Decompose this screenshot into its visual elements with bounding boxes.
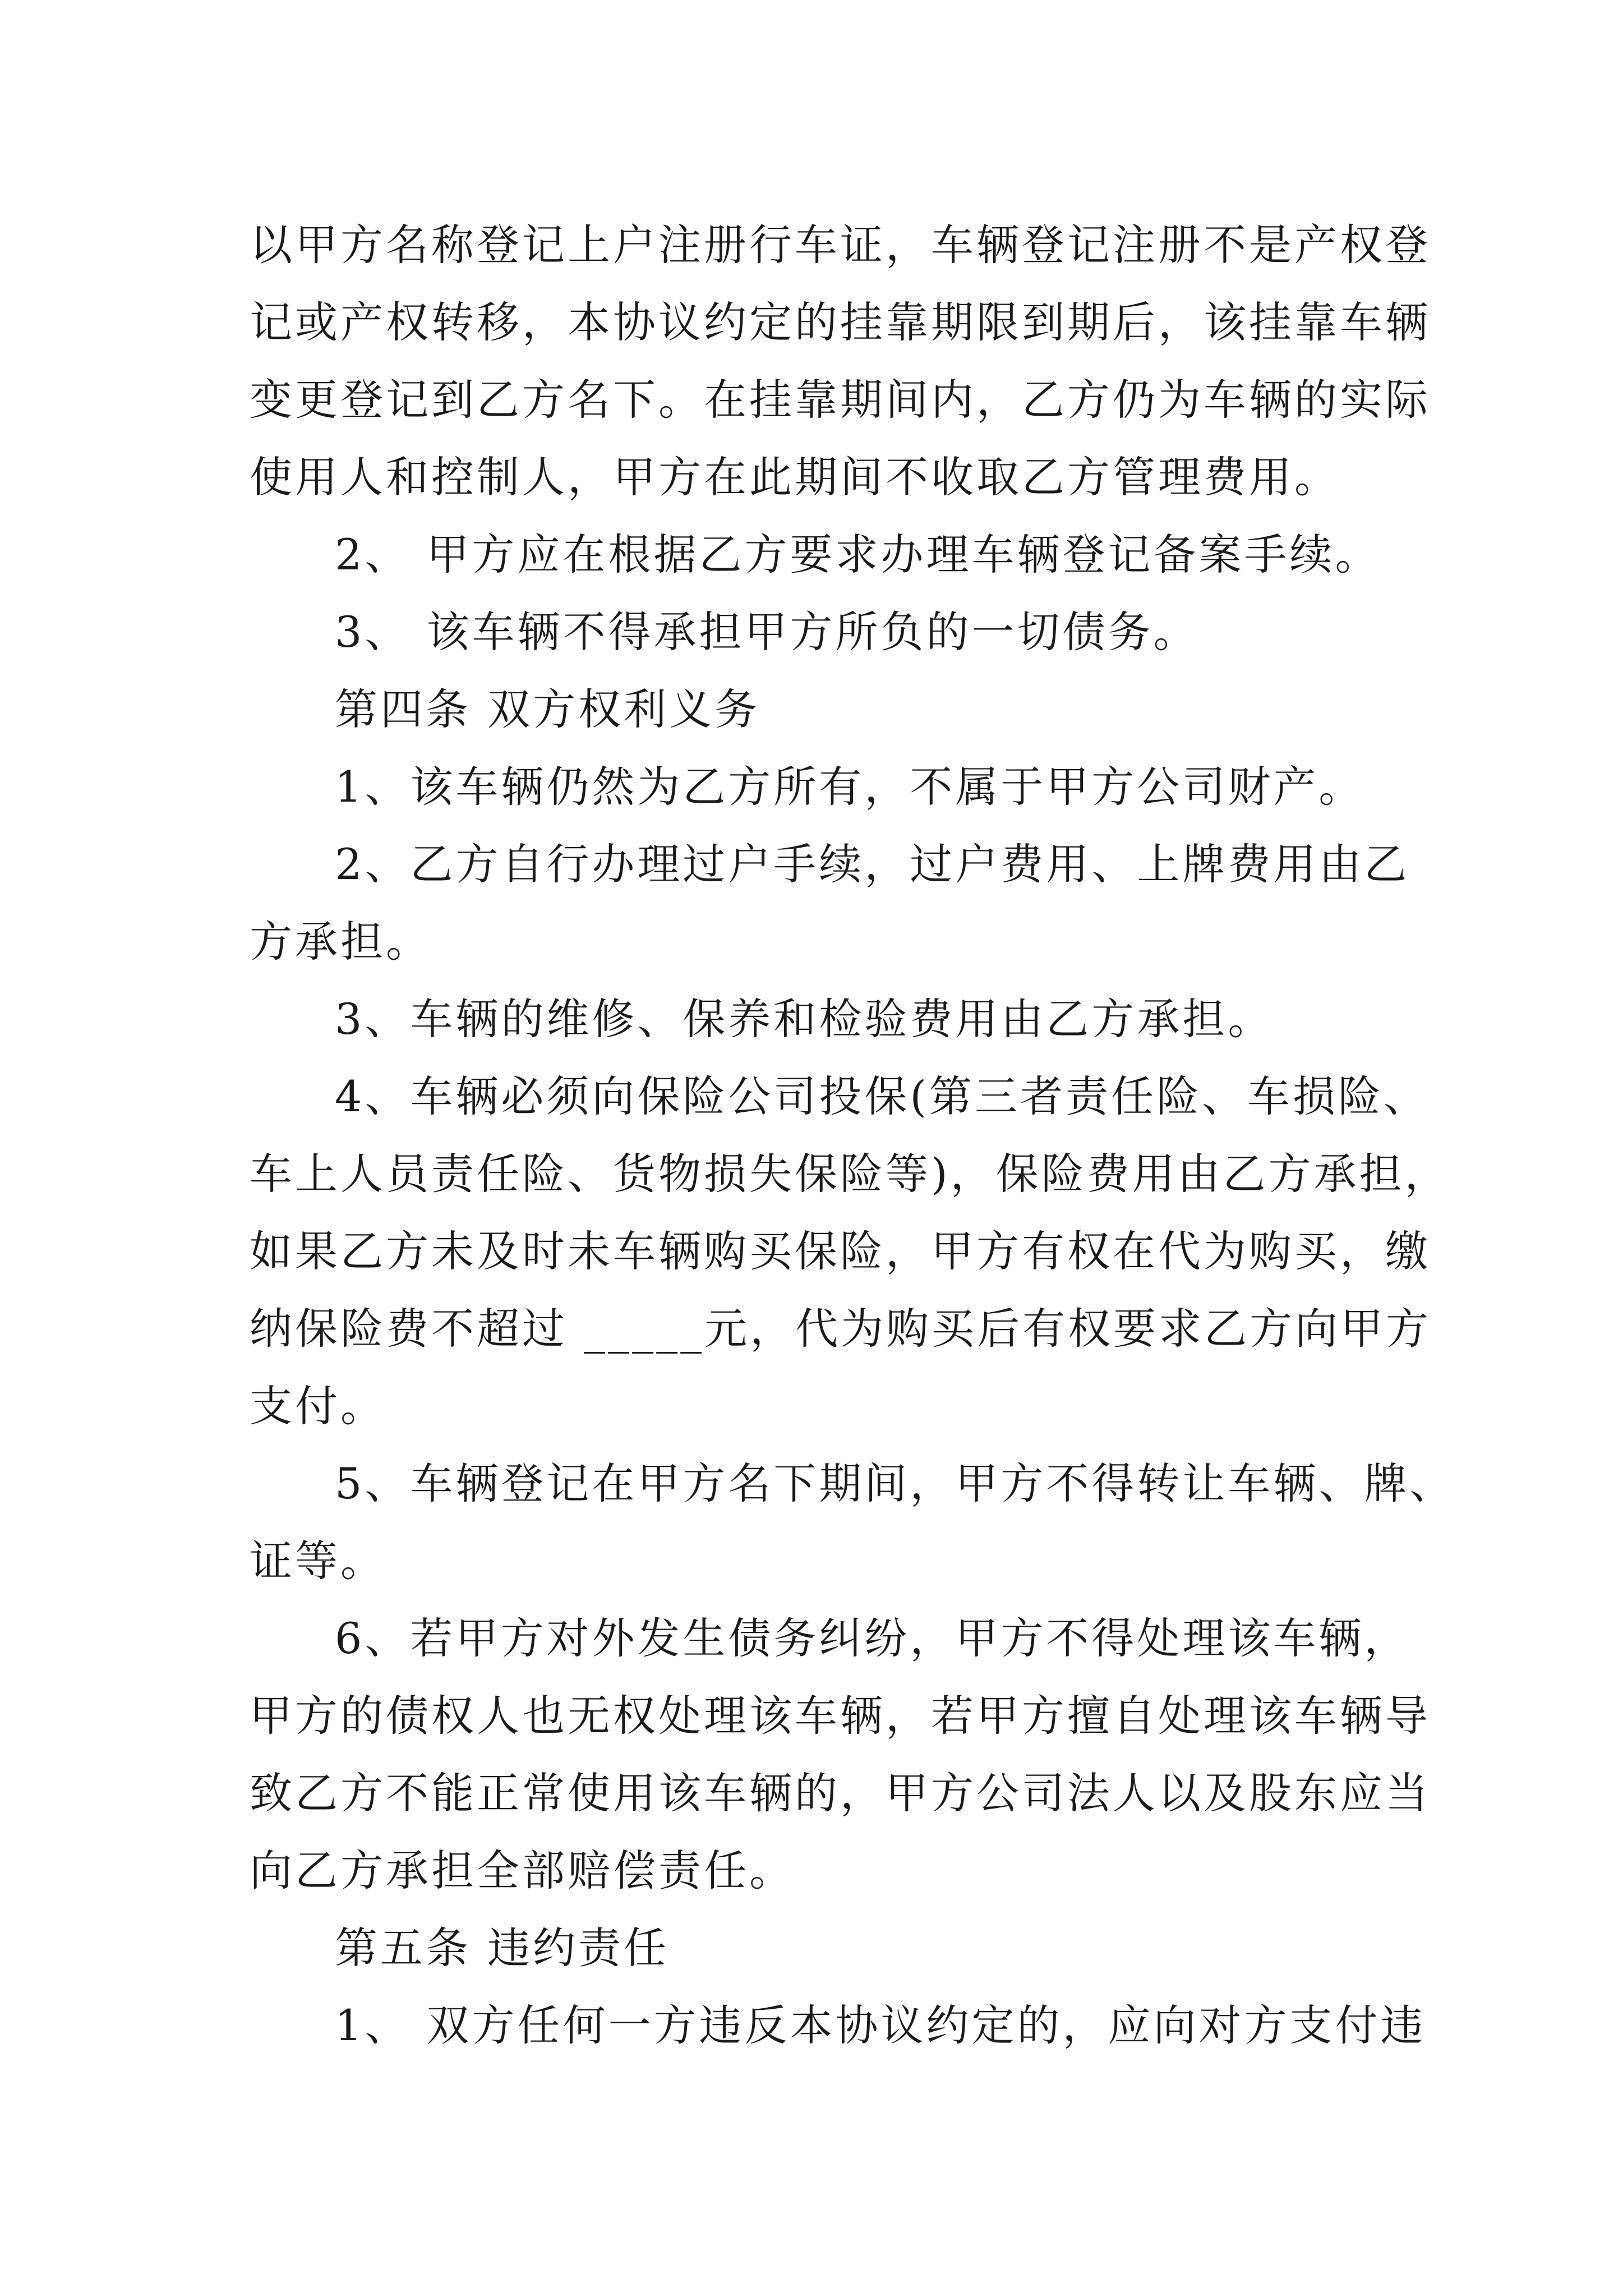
clause-item: 2、 甲方应在根据乙方要求办理车辆登记备案手续。 bbox=[335, 530, 1381, 579]
paragraph-line: 方承担。 bbox=[250, 917, 431, 967]
paragraph-line: 纳保险费不超过 _____元，代为购买后有权要求乙方向甲方 bbox=[250, 1304, 1432, 1354]
clause-item: 1、该车辆仍然为乙方所有，不属于甲方公司财产。 bbox=[335, 762, 1364, 812]
paragraph-line: 以甲方名称登记上户注册行车证，车辆登记注册不是产权登 bbox=[250, 220, 1431, 270]
clause-item: 1、 双方任何一方违反本协议约定的，应向对方支付违 bbox=[335, 2000, 1426, 2050]
paragraph-line: 记或产权转移，本协议约定的挂靠期限到期后，该挂靠车辆 bbox=[250, 297, 1431, 347]
paragraph-line: 证等。 bbox=[250, 1536, 386, 1586]
article-heading: 第五条 违约责任 bbox=[335, 1923, 670, 1973]
article-heading: 第四条 双方权利义务 bbox=[335, 684, 760, 734]
clause-item: 3、 该车辆不得承担甲方所负的一切债务。 bbox=[335, 607, 1199, 657]
paragraph-line: 支付。 bbox=[250, 1381, 386, 1431]
paragraph-line: 车上人员责任险、货物损失保险等)，保险费用由乙方承担， bbox=[250, 1149, 1450, 1199]
paragraph-line: 使用人和控制人，甲方在此期间不收取乙方管理费用。 bbox=[250, 452, 1340, 502]
clause-item: 4、车辆必须向保险公司投保(第三者责任险、车损险、 bbox=[335, 1071, 1430, 1121]
paragraph-line: 向乙方承担全部赔偿责任。 bbox=[250, 1846, 795, 1895]
clause-item: 6、若甲方对外发生债务纠纷，甲方不得处理该车辆， bbox=[335, 1613, 1410, 1663]
paragraph-line: 甲方的债权人也无权处理该车辆，若甲方擅自处理该车辆导 bbox=[250, 1691, 1431, 1741]
paragraph-line: 致乙方不能正常使用该车辆的，甲方公司法人以及股东应当 bbox=[250, 1768, 1431, 1818]
clause-item: 2、乙方自行办理过户手续，过户费用、上牌费用由乙 bbox=[335, 839, 1410, 889]
paragraph-line: 如果乙方未及时未车辆购买保险，甲方有权在代为购买，缴 bbox=[250, 1226, 1431, 1276]
paragraph-line: 变更登记到乙方名下。在挂靠期间内，乙方仍为车辆的实际 bbox=[250, 375, 1431, 425]
clause-item: 5、车辆登记在甲方名下期间，甲方不得转让车辆、牌、 bbox=[335, 1458, 1455, 1508]
contract-body bbox=[250, 206, 1455, 2064]
clause-item: 3、车辆的维修、保养和检验费用由乙方承担。 bbox=[335, 994, 1274, 1044]
